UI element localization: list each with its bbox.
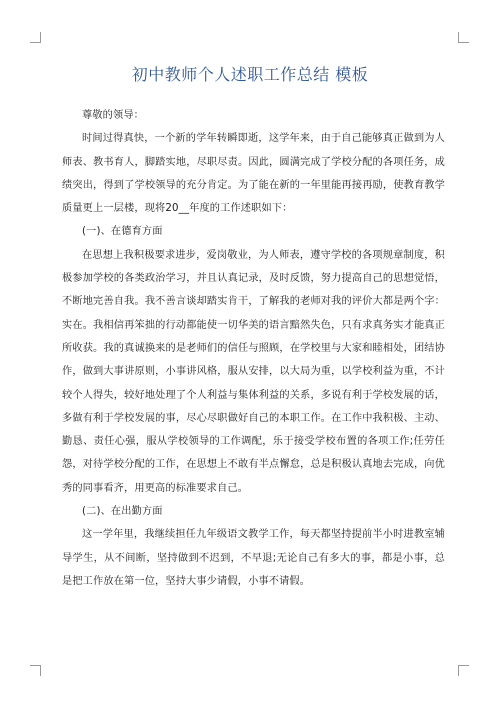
corner-mark-bottom-left [30, 665, 41, 676]
document-body [62, 104, 445, 593]
section-heading-moral: (一)、在德育方面 [82, 226, 163, 238]
attendance-paragraph: 这一学年里，我继续担任九年级语文教学工作，每天都坚持提前半小时进教室辅导学生，从不间断，坚持做到不迟到，不早退;无论自己有多大的事，都是小事，总是把工作放在第一位，坚持大事少请假，小事不请假。 [62, 529, 445, 587]
salutation: 尊敬的领导： [82, 110, 145, 121]
section-heading-attendance: (二)、在出勤方面 [82, 506, 163, 518]
corner-mark-top-left [30, 32, 41, 43]
corner-mark-bottom-right [458, 665, 469, 676]
document-title: 初中教师个人述职工作总结 模板 [131, 65, 369, 84]
moral-paragraph: 在思想上我积极要求进步，爱岗敬业，为人师表，遵守学校的各项规章制度，积极参加学校的各类政治学习，并且认真记录，及时反馈，努力提高自己的思想觉悟，不断地完善自我。我不善言谈却踏实肯干，了解我的老师对我的评价大都是两个字：实在。我相信再笨拙的行动都能使一切华美的语言黯然失色，只有求真务实才能真正所收获。我的真诚换来的是老师们的信任与照顾，在学校里与大家和睦相处，团结协作，做到大事讲原则，小事讲风格，服从安排，以大局为重，以学校利益为重，不计较个人得失，较好地处理了个人利益与集体利益的关系，多说有利于学校发展的话，多做有利于学校发展的事，尽心尽职做好自己的本职工作。在工作中我积极、主动、勤恳、责任心强，服从学校领导的工作调配，乐于接受学校布置的各项工作;任劳任怨，对待学校分配的工作，在思想上不敢有半点懈怠，总是积极认真地去完成，向优秀的同事看齐，用更高的标准要求自己。 [62, 249, 445, 494]
intro-paragraph: 时间过得真快，一个新的学年转瞬即逝，这学年来，由于自己能够真正做到为人师表、教书育人，脚踏实地，尽职尽责。因此，圆满完成了学校分配的各项任务，成绩突出，得到了学校领导的充分肯定。为了能在新的一年里能再接再励，使教育教学质量更上一层楼，现将20__年度的工作述职如下： [62, 133, 445, 215]
corner-mark-top-right [458, 32, 469, 43]
